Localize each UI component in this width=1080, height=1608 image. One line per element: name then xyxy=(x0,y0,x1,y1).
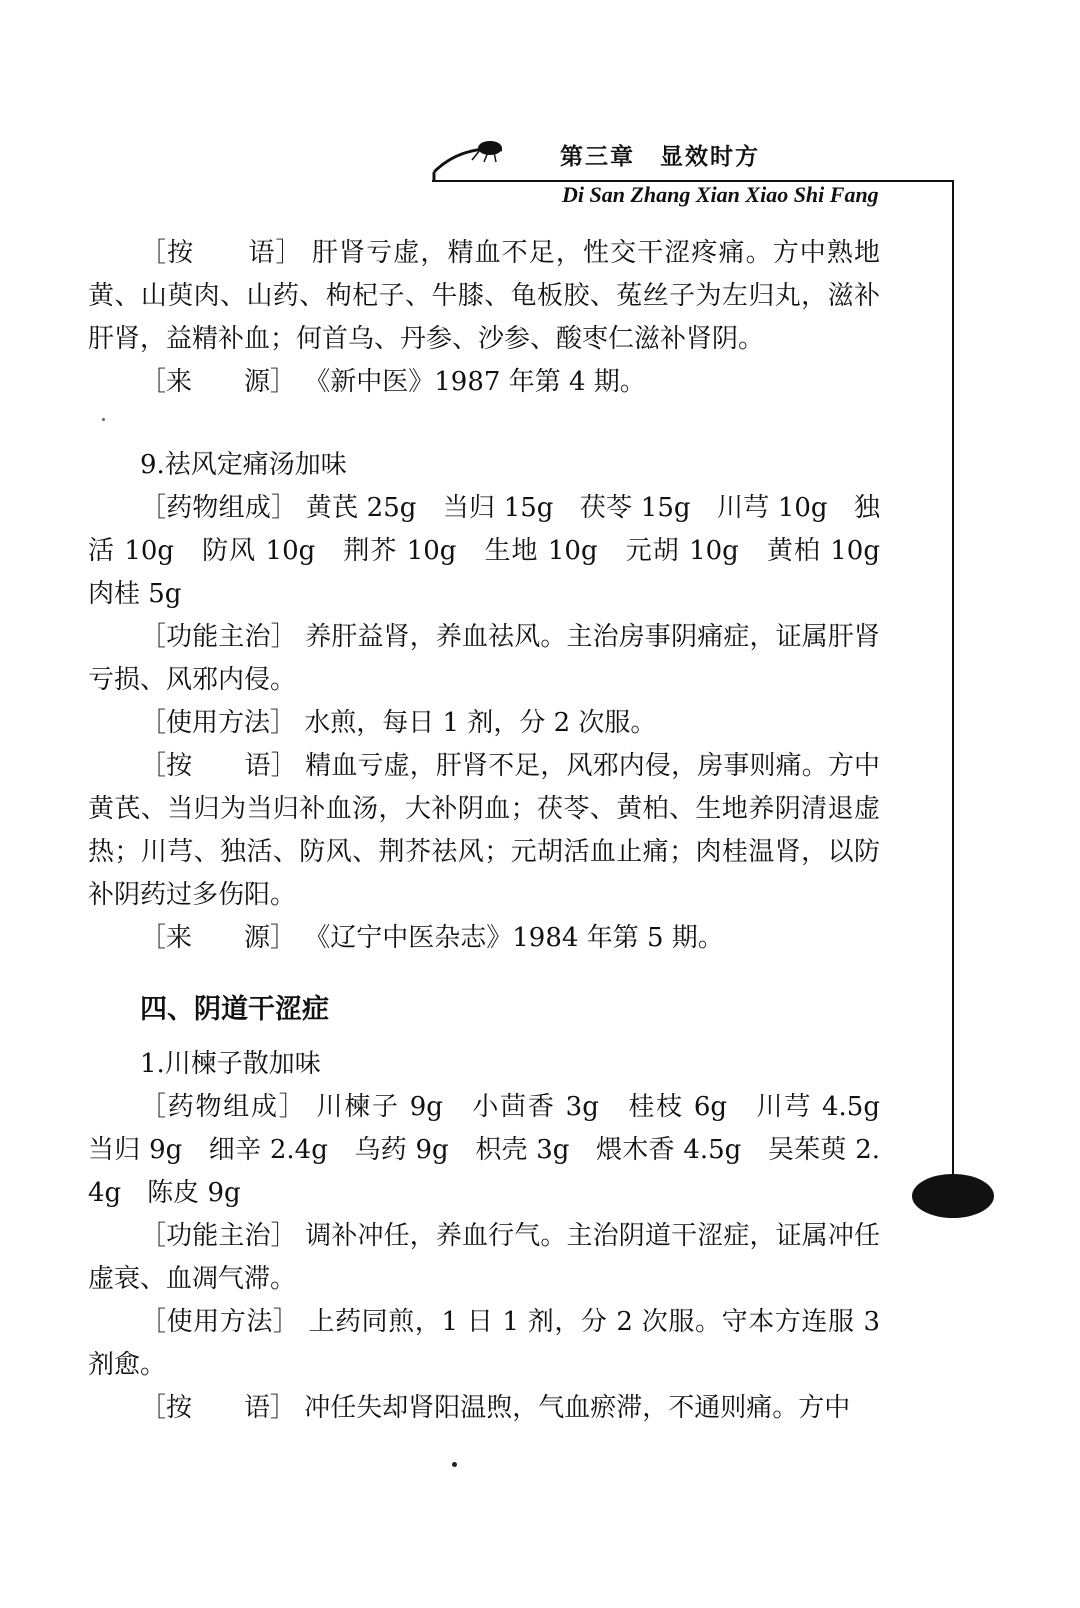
paragraph: ［来 源］ 《辽宁中医杂志》1984 年第 5 期。 xyxy=(140,923,724,953)
paragraph: ［功能主治］ 养肝益肾，养血祛风。主治房事阴痛症，证属肝肾亏损、风邪内侵。 xyxy=(88,622,880,695)
section-heading: 四、阴道干涩症 xyxy=(140,994,329,1025)
thumb-tab-marker xyxy=(912,1174,994,1218)
paragraph: ［使用方法］ 水煎，每日 1 剂，分 2 次服。 xyxy=(140,708,657,738)
paragraph: ［使用方法］ 上药同煎，1 日 1 剂，分 2 次服。守本方连服 3 剂愈。 xyxy=(88,1307,880,1380)
paragraph: ［功能主治］ 调补冲任，养血行气。主治阴道干涩症，证属冲任虚衰、血凋气滞。 xyxy=(88,1221,880,1294)
margin-rule xyxy=(952,180,954,1190)
paragraph: 1.川楝子散加味 xyxy=(140,1049,321,1079)
paragraph: ［来 源］ 《新中医》1987 年第 4 期。 xyxy=(140,367,646,397)
chapter-title: 第三章 显效时方 xyxy=(560,144,760,170)
paragraph: ［按 语］ 精血亏虚，肝肾不足，风邪内侵，房事则痛。方中黄芪、当归为当归补血汤，大补阴血；茯苓、黄柏、生地养阴清退虚热；川芎、独活、防风、荆芥祛风；元胡活血止痛；肉桂温肾，以防补阴药过多伤阳。 xyxy=(88,751,880,910)
main-text xyxy=(88,232,907,1430)
paragraph: ［按 语］ 肝肾亏虚，精血不足，性交干涩疼痛。方中熟地黄、山萸肉、山药、枸杞子、牛膝、龟板胶、菟丝子为左归丸，滋补肝肾，益精补血；何首乌、丹参、沙参、酸枣仁滋补肾阴。 xyxy=(88,238,880,354)
paragraph: ［按 语］ 冲任失却肾阳温煦，气血瘀滞，不通则痛。方中 xyxy=(140,1393,851,1423)
footer-dot xyxy=(452,1462,457,1467)
paragraph: ［药物组成］ 黄芪 25g 当归 15g 茯苓 15g 川芎 10g 独活 10g 防风 10g 荆芥 10g 生地 10g 元胡 10g 黄柏 10g 肉桂 5g xyxy=(88,493,907,609)
paragraph: ［药物组成］ 川楝子 9g 小茴香 3g 桂枝 6g 川芎 4.5g 当归 9g 细辛 2.4g 乌药 9g 枳壳 3g 煨木香 4.5g 吴茱萸 2.4g 陈皮 9g xyxy=(88,1092,907,1208)
header-rule xyxy=(432,180,952,182)
chapter-pinyin: Di San Zhang Xian Xiao Shi Fang xyxy=(562,182,879,207)
paragraph: 9.祛风定痛汤加味 xyxy=(140,450,347,480)
